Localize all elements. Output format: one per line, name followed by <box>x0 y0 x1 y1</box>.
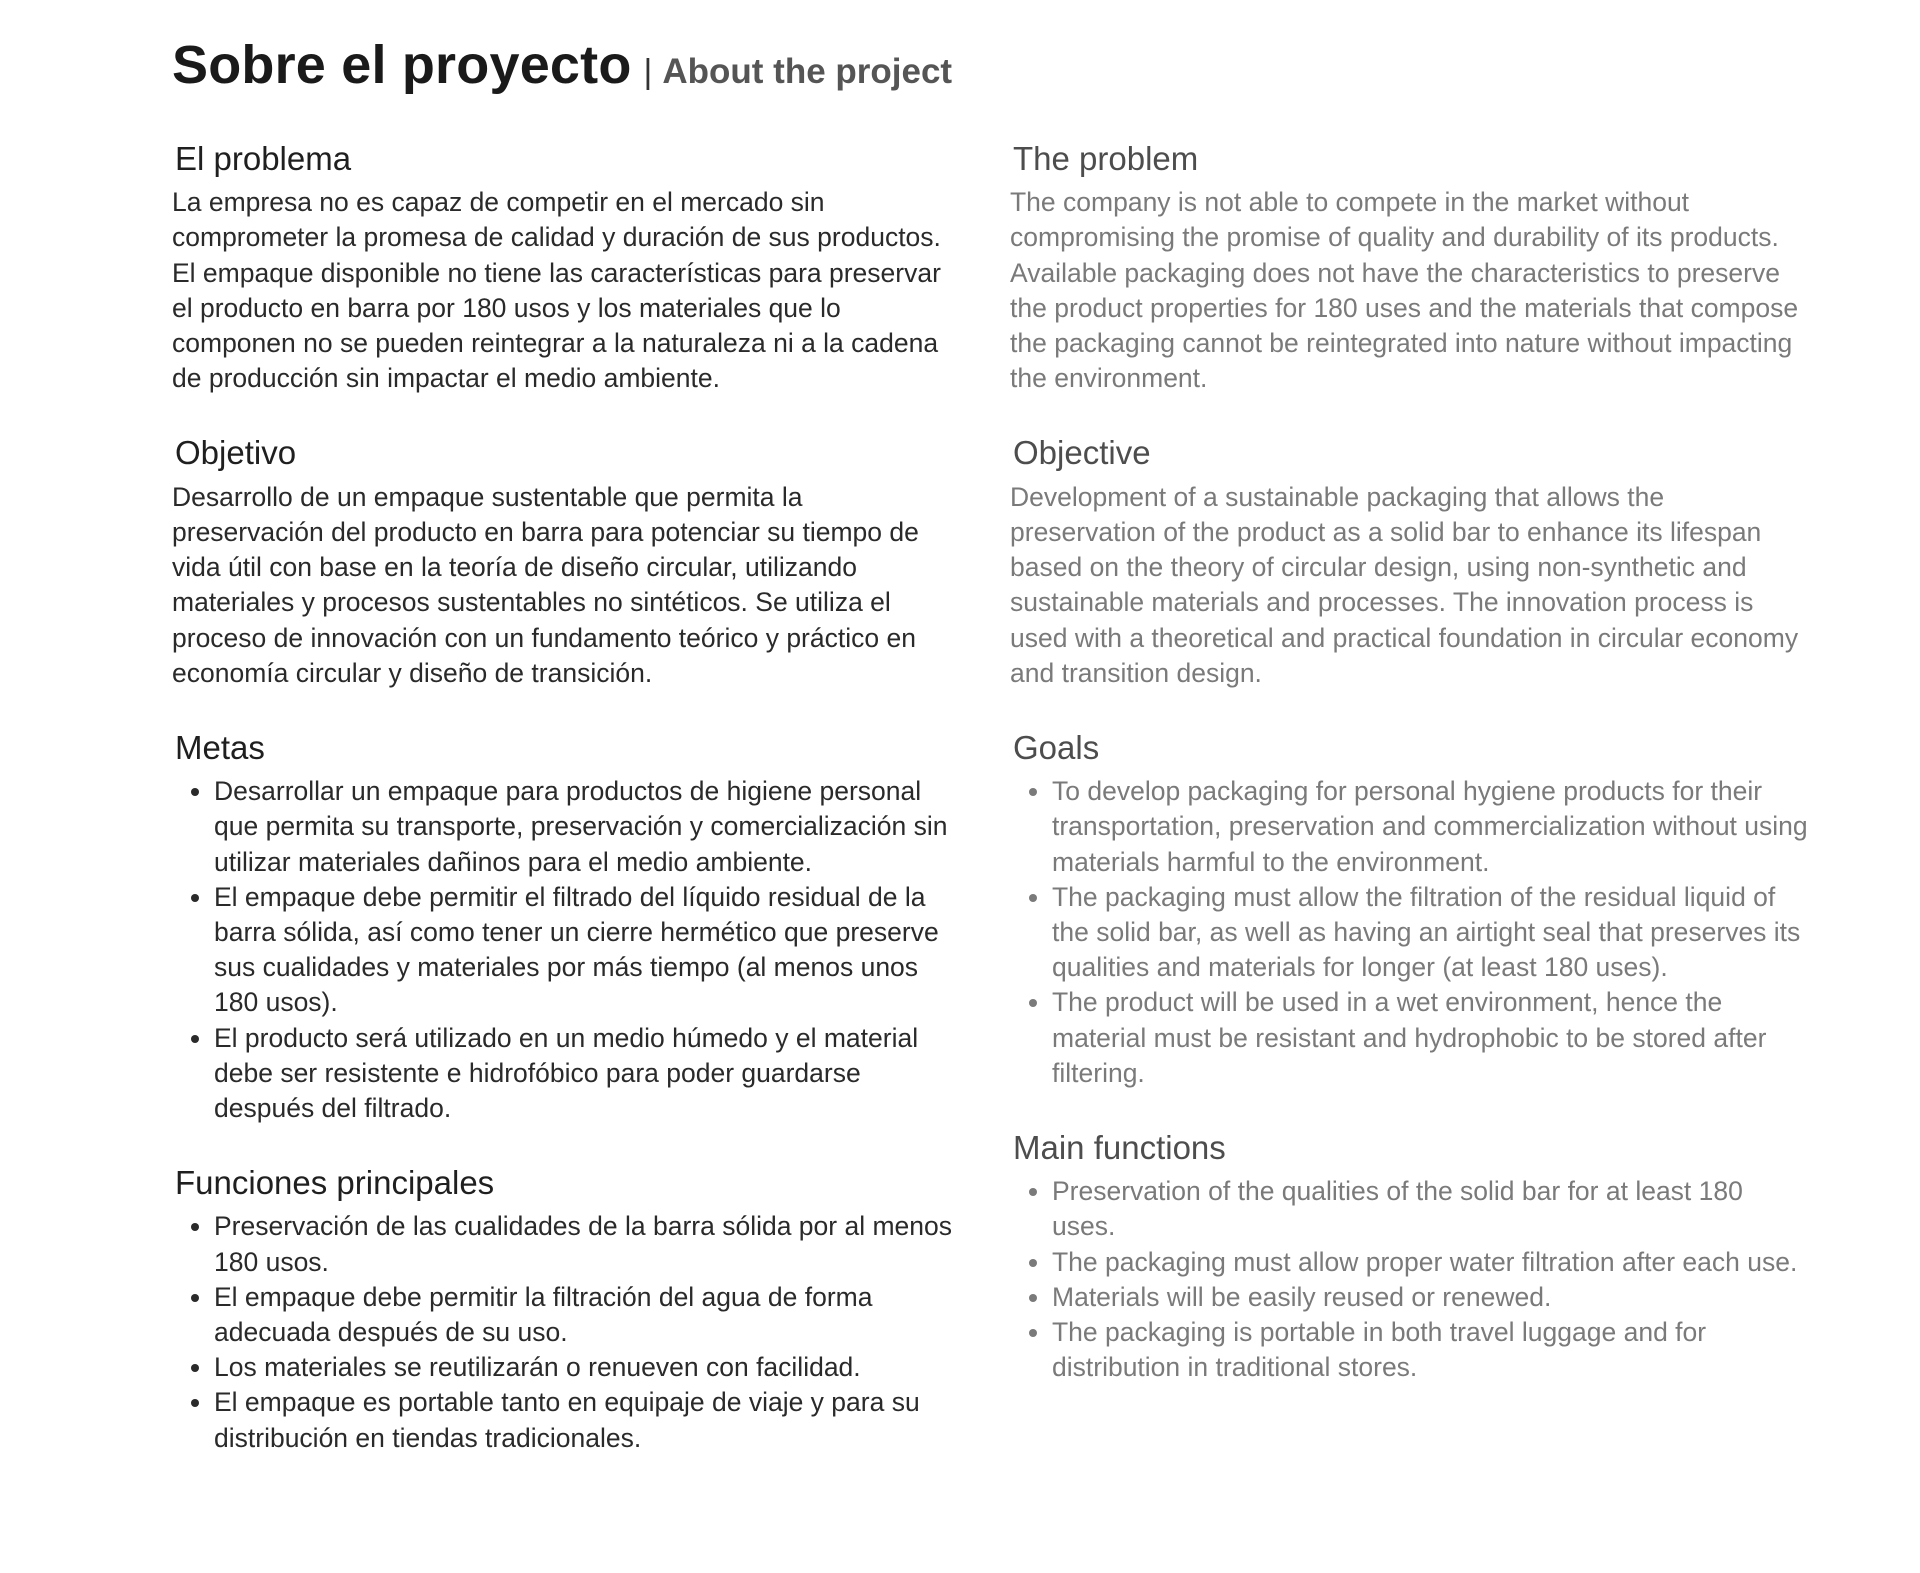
list-item: • Preservation of the qualities of the solid bar for at least 180 uses. <box>1052 1174 1810 1244</box>
list-item: • The packaging must allow proper water filtration after each use. <box>1052 1245 1810 1280</box>
section-functions-en <box>1010 1127 1810 1385</box>
spanish-column <box>172 138 957 1492</box>
section-functions-es <box>172 1162 957 1456</box>
functions-list <box>172 1209 957 1455</box>
section-text: The company is not able to compete in the market without compromising the promise of quality and durability of its products. Available packaging does not have the characteristics to preserve the product properties for 180 uses and the materials that compose the packaging cannot be reintegrated into nature without impacting the environment. <box>1010 187 1799 394</box>
page-header <box>172 34 952 96</box>
section-heading: Objetivo <box>175 434 297 472</box>
list-item: • The packaging is portable in both travel luggage and for distribution in traditional stores. <box>1052 1315 1810 1385</box>
list-item: • El producto será utilizado en un medio húmedo y el material debe ser resistente e hidrofóbico para poder guardarse después del filtrado. <box>214 1021 957 1127</box>
section-heading: Metas <box>175 728 265 766</box>
list-item: • Preservación de las cualidades de la barra sólida por al menos 180 usos. <box>214 1209 957 1279</box>
english-column <box>1010 138 1810 1421</box>
list-item: • Los materiales se reutilizarán o renueven con facilidad. <box>214 1350 957 1385</box>
page-title: Sobre el proyecto <box>172 35 632 95</box>
list-item: • Desarrollar un empaque para productos de higiene personal que permita su transporte, preservación y comercialización sin utilizar materiales dañinos para el medio ambiente. <box>214 774 957 880</box>
section-problem-en <box>1010 138 1810 396</box>
list-item: • Materials will be easily reused or renewed. <box>1052 1280 1810 1315</box>
section-heading: El problema <box>175 140 352 177</box>
list-item: • The packaging must allow the filtration of the residual liquid of the solid bar, as well as having an airtight seal that preserves its qualities and materials for longer (at least 180 uses). <box>1052 880 1810 986</box>
section-goals-es <box>172 727 957 1126</box>
section-heading: Goals <box>1013 728 1100 766</box>
section-objective-en <box>1010 432 1810 690</box>
goals-list <box>1010 774 1810 1091</box>
section-text: Desarrollo de un empaque sustentable que permita la preservación del producto en barra para potenciar su tiempo de vida útil con base en la teoría de diseño circular, utilizando materiales y procesos sustentables no sintéticos. Se utiliza el proceso de innovación con un fundamento teórico y práctico en economía circular y diseño de transición. <box>172 481 919 688</box>
goals-list <box>172 774 957 1126</box>
section-heading: Main functions <box>1013 1129 1226 1167</box>
section-text: La empresa no es capaz de competir en el mercado sin comprometer la promesa de calidad y duración de sus productos. El empaque disponible no tiene las características para preservar el producto en barra por 180 usos y los materiales que lo componen no se pueden reintegrar a la naturaleza ni a la cadena de producción sin impactar el medio ambiente. <box>172 187 941 394</box>
list-item: • The product will be used in a wet environment, hence the material must be resistant and hydrophobic to be stored after filtering. <box>1052 985 1810 1091</box>
section-heading: Objective <box>1013 434 1151 472</box>
list-item: • El empaque debe permitir la filtración del agua de forma adecuada después de su uso. <box>214 1280 957 1350</box>
section-goals-en <box>1010 727 1810 1091</box>
list-item: • El empaque es portable tanto en equipaje de viaje y para su distribución en tiendas tradicionales. <box>214 1385 957 1455</box>
section-heading: The problem <box>1013 140 1199 177</box>
page-subtitle: About the project <box>662 52 953 91</box>
list-item: • El empaque debe permitir el filtrado del líquido residual de la barra sólida, así como tener un cierre hermético que preserve sus cualidades y materiales por más tiempo (al menos unos 180 usos). <box>214 880 957 1021</box>
functions-list <box>1010 1174 1810 1385</box>
list-item: • To develop packaging for personal hygiene products for their transportation, preservation and commercialization without using materials harmful to the environment. <box>1052 774 1810 880</box>
section-heading: Funciones principales <box>175 1164 495 1202</box>
section-problem-es <box>172 138 957 396</box>
section-text: Development of a sustainable packaging that allows the preservation of the product as a solid bar to enhance its lifespan based on the theory of circular design, using non-synthetic and sustainable materials and processes. The innovation process is used with a theoretical and practical foundation in circular economy and transition design. <box>1010 481 1799 688</box>
section-objective-es <box>172 432 957 690</box>
title-separator: | <box>643 53 653 91</box>
